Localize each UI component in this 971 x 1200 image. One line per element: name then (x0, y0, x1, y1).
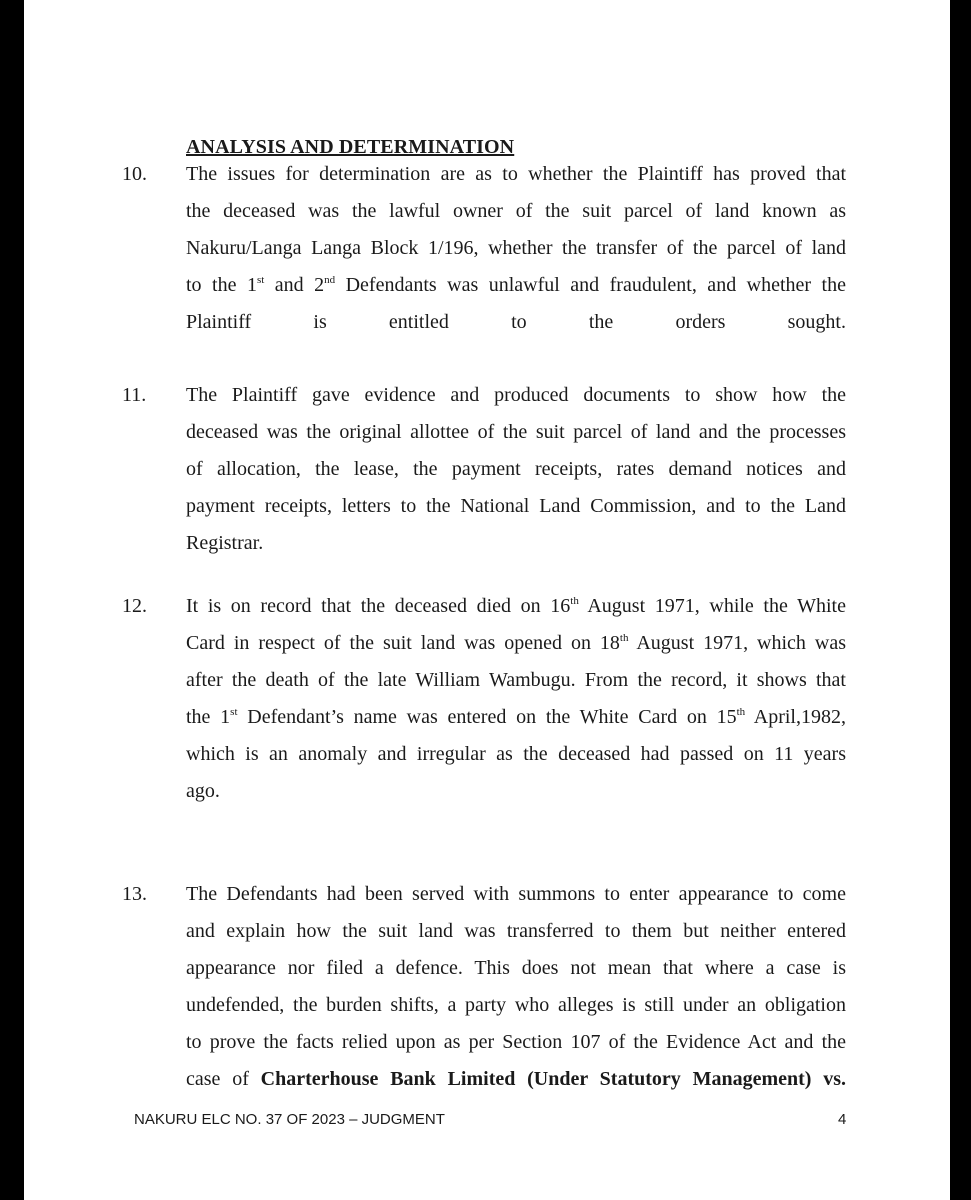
page-number: 4 (838, 1111, 847, 1128)
line-text: The issues for determination are as to whether the Plaintiff has proved that (186, 163, 846, 185)
line-text: which is an anomaly and irregular as the deceased had passed on 11 years (186, 743, 846, 765)
line-text: April,1982, (745, 706, 846, 728)
text-line (186, 304, 846, 341)
line-text: ago. (186, 780, 220, 802)
text-line (186, 156, 846, 193)
line-text: Nakuru/Langa Langa Block 1/196, whether the transfer of the parcel of land (186, 237, 846, 259)
text-line (186, 488, 846, 525)
text-line (186, 1024, 846, 1061)
text-line (186, 876, 846, 913)
text-line (186, 625, 846, 662)
line-text: August 1971, while the White (578, 595, 846, 617)
paragraph-text (186, 377, 846, 562)
section-heading: ANALYSIS AND DETERMINATION (186, 136, 515, 158)
line-text: Defendants was unlawful and fraudulent, and whether the (335, 274, 846, 296)
text-line (186, 451, 846, 488)
line-text: after the death of the late William Wambugu. From the record, it shows that (186, 669, 846, 691)
ordinal-suffix: th (619, 632, 629, 644)
text-line (186, 414, 846, 451)
line-text: to the 1 (186, 274, 257, 296)
text-line (186, 230, 846, 267)
text-line (186, 588, 846, 625)
text-line (186, 193, 846, 230)
line-text: the deceased was the lawful owner of the suit parcel of land known as (186, 200, 846, 222)
line-text: The Defendants had been served with summons to enter appearance to come (186, 883, 846, 905)
paragraph-text (186, 156, 846, 341)
line-text: payment receipts, letters to the National Land Commission, and to the Land (186, 495, 846, 517)
right-border (950, 0, 971, 1200)
ordinal-suffix: st (256, 274, 265, 286)
line-text: deceased was the original allottee of the suit parcel of land and the processes (186, 421, 846, 443)
text-line (186, 699, 846, 736)
ordinal-suffix: nd (324, 274, 336, 286)
line-text: of allocation, the lease, the payment receipts, rates demand notices and (186, 458, 846, 480)
ordinal-suffix: st (230, 706, 238, 718)
case-citation: Charterhouse Bank Limited (Under Statutory Management) vs. (260, 1068, 846, 1090)
line-text: August 1971, which was (628, 632, 846, 654)
text-line (186, 913, 846, 950)
line-text: Defendant’s name was entered on the White Card on 15 (237, 706, 737, 728)
text-line (186, 987, 846, 1024)
paragraph-number: 10. (122, 163, 147, 185)
text-line (186, 1061, 846, 1098)
paragraph-text (186, 588, 846, 810)
text-line (186, 525, 846, 562)
line-text: to prove the facts relied upon as per Section 107 of the Evidence Act and the (186, 1031, 846, 1053)
paragraph-number: 12. (122, 595, 147, 617)
paragraph-text (186, 876, 846, 1098)
footer-case-reference: NAKURU ELC NO. 37 OF 2023 – JUDGMENT (134, 1111, 445, 1128)
text-line (186, 950, 846, 987)
line-text: Plaintiff is entitled to the orders sought. (186, 311, 846, 333)
line-text: undefended, the burden shifts, a party who alleges is still under an obligation (186, 994, 846, 1016)
ordinal-suffix: th (570, 595, 579, 607)
line-text: the 1 (186, 706, 231, 728)
line-text: and 2 (264, 274, 325, 296)
paragraph-number: 11. (122, 384, 147, 406)
text-line (186, 267, 846, 304)
line-text: It is on record that the deceased died on 16 (186, 595, 571, 617)
text-line (186, 736, 846, 773)
ordinal-suffix: th (736, 706, 746, 718)
line-text: Card in respect of the suit land was opened on 18 (186, 632, 620, 654)
line-text: case of (186, 1068, 261, 1090)
line-text: appearance nor filed a defence. This does not mean that where a case is (186, 957, 846, 979)
text-line (186, 662, 846, 699)
left-border (0, 0, 24, 1200)
text-line (186, 773, 846, 810)
line-text: The Plaintiff gave evidence and produced documents to show how the (186, 384, 846, 406)
line-text: and explain how the suit land was transferred to them but neither entered (186, 920, 846, 942)
line-text: Registrar. (186, 532, 264, 554)
text-line (186, 377, 846, 414)
paragraph-number: 13. (122, 883, 147, 905)
